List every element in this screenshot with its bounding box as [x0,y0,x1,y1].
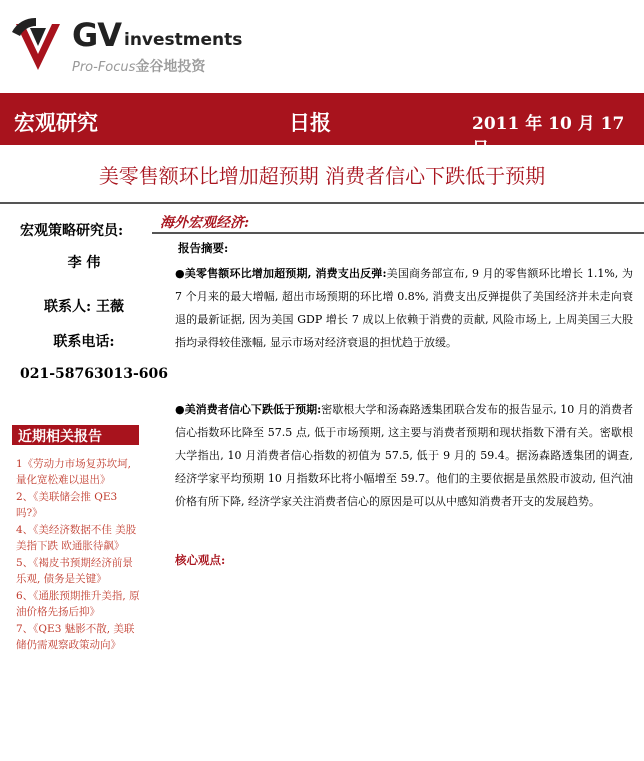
recent-report-link[interactable]: 1《劳动力市场复苏坎坷, 量化宽松难以退出》 [16,458,132,486]
recent-report-link[interactable]: 2、《美联储会推 QE3 吗?》 [16,491,118,519]
logo-tagline-cn: 金谷地投资 [135,59,206,75]
gv-mark-icon [8,14,68,74]
section-title: 海外宏观经济: [160,215,250,231]
header-banner [0,93,644,159]
banner-report-type: 日报 [289,110,331,135]
paragraph-lead: ●美消费者信心下跌低于预期: [175,403,322,416]
logo-tagline [72,56,205,76]
paragraph-lead: ●美零售额环比增加超预期, 消费支出反弹: [175,267,387,280]
report-headline: 美零售额环比增加超预期 消费者信心下跌低于预期 [98,164,546,188]
recent-reports-header [12,425,139,445]
summary-label: 报告摘要: [178,241,229,255]
logo-investments-text: investments [124,30,243,50]
paragraph-body: 美国商务部宣布, 9 月的零售额环比增长 1.1%, 为 7 个月来的最大增幅, 超出市场预期的环比增 0.8%, 消费支出反弹提供了美国经济并未走向衰退的最新证据, 因为美国 GDP 增长 7 成以上依赖于消费的贡献, 风险市场上, 上周美国三大股指均录得较佳涨幅, 显示市场对经济衰退的担忧趋于放缓。 [175,267,633,349]
recent-report-link[interactable]: 4、《美经济数据不佳 美股美指下跌 欧通胀待飙》 [16,524,137,552]
banner-date: 2011 年 10 月 17 日 [472,114,625,159]
logo-tagline-en: Pro-Focus [72,60,136,75]
phone-value: 021-58763013-606 [20,366,168,382]
paragraph-body: 密歇根大学和汤森路透集团联合发布的报告显示, 10 月的消费者信心指数环比降至 57.5 点, 低于市场预期, 这主要与消费者预期和现状指数下滑有关。密歇根大学指出, 10 月消费者信心指数的初值为 57.5, 低于 9 月的 59.4。据汤森路透集团的调查, 经济学家平均预期 10 月指数环比将小幅增至 59.7。他们的主要依据是虽然股市波动, 但汽油价格有所下降, 经济学家关注消费者信心的原因是可以从中感知消费者开支的发展趋势。 [175,403,633,508]
company-logo [8,12,258,82]
researcher-label: 宏观策略研究员: [20,223,124,239]
banner-section: 宏观研究 [14,110,98,135]
divider-top [0,202,644,204]
core-view-label: 核心观点: [175,553,226,567]
researcher-name: 李 伟 [67,255,101,271]
recent-report-link[interactable]: 6、《通胀预期推升美指, 原油价格先扬后抑》 [16,590,140,618]
contact-label: 联系人: 王薇 [43,299,125,315]
section-divider [152,232,644,234]
paragraph-retail-sales [175,262,633,354]
logo-gv-text: GV [72,16,122,54]
recent-report-link[interactable]: 7、《QE3 魅影不散, 美联储仍需观察政策动向》 [16,623,135,651]
phone-label: 联系电话: [53,334,115,350]
recent-reports-list [16,456,141,654]
paragraph-consumer-confidence [175,398,633,513]
recent-reports-title: 近期相关报告 [18,429,102,445]
recent-report-link[interactable]: 5、《褐皮书预期经济前景乐观, 债务是关键》 [16,557,133,585]
